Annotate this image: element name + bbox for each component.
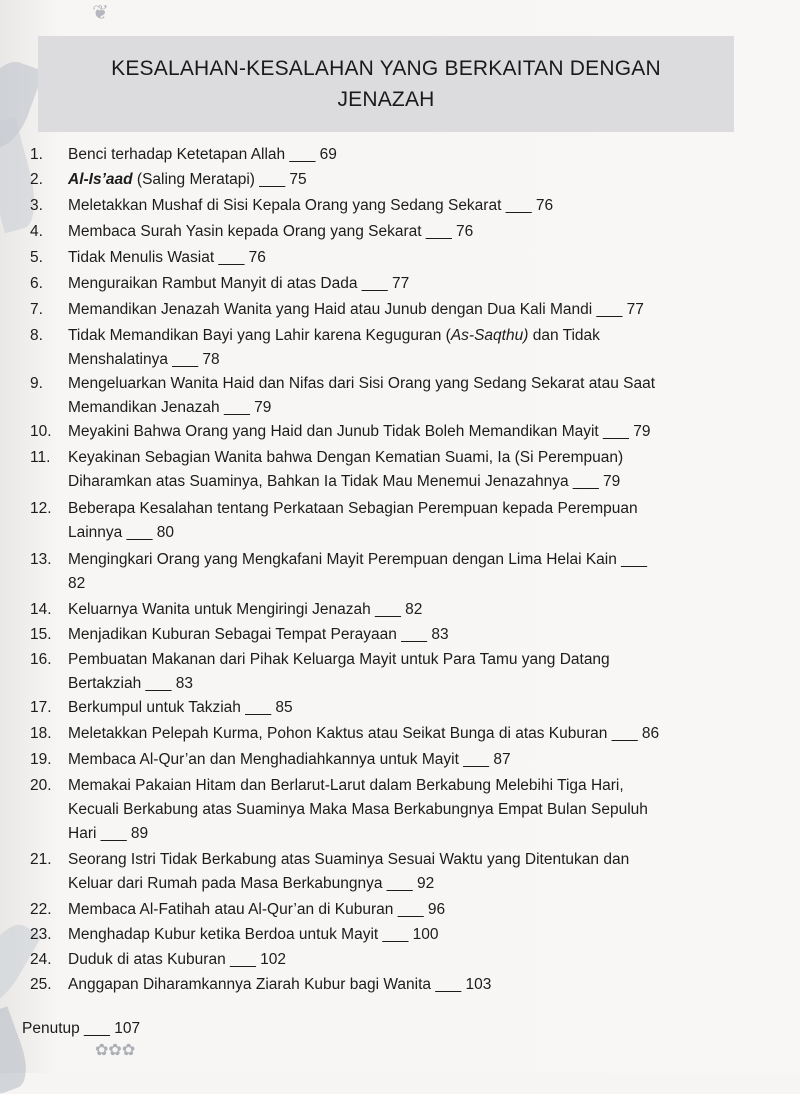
- toc-entry-text: Anggapan Diharamkannya Ziarah Kubur bagi Wanita ___ 103: [68, 976, 492, 993]
- toc-entry-number: 3.: [30, 197, 43, 214]
- toc-entry-text: Menguraikan Rambut Manyit di atas Dada ___ 77: [68, 275, 410, 292]
- toc-entry-number: 8.: [30, 327, 43, 344]
- toc-entry-number: 6.: [30, 275, 43, 292]
- toc-entry-title: [68, 696, 758, 720]
- toc-entry: [30, 497, 750, 545]
- toc-entry-continuation: 82: [68, 575, 86, 592]
- toc-entry: [30, 973, 750, 997]
- toc-entry: [30, 324, 750, 372]
- toc-entry-title: [68, 848, 758, 896]
- toc-entry-title: [68, 774, 758, 846]
- toc-entry-text: Membaca Surah Yasin kepada Orang yang Sekarat ___ 76: [68, 223, 474, 240]
- toc-entry-title: [68, 722, 758, 746]
- toc-entry: [30, 246, 750, 270]
- toc-entry-continuation: Lainnya ___ 80: [68, 524, 175, 541]
- toc-entry: [30, 923, 750, 947]
- toc-entry-number: 10.: [30, 423, 52, 440]
- toc-entry-title: [68, 143, 758, 167]
- toc-entry-continuation: Diharamkan atas Suaminya, Bahkan Ia Tidak Mau Menemui Jenazahnya ___ 79: [68, 473, 621, 490]
- toc-entry-text: Beberapa Kesalahan tentang Perkataan Sebagian Perempuan kepada Perempuan: [68, 500, 638, 517]
- toc-entry-continuation: Hari ___ 89: [68, 825, 149, 842]
- toc-entry-title: [68, 973, 758, 997]
- toc-entry: [30, 220, 750, 244]
- chapter-title-line-1: KESALAHAN-KESALAHAN YANG BERKAITAN DENGAN: [111, 57, 661, 80]
- toc-entry-continuation: Keluar dari Rumah pada Masa Berkabungnya ___ 92: [68, 875, 435, 892]
- toc-entry: [30, 748, 750, 772]
- toc-entry-title: [68, 420, 758, 444]
- toc-entry-text: Menghadap Kubur ketika Berdoa untuk Mayit ___ 100: [68, 926, 439, 943]
- toc-entry-number: 25.: [30, 976, 52, 993]
- toc-entry: [30, 848, 750, 896]
- toc-entry-number: 4.: [30, 223, 43, 240]
- toc-entry-title: [68, 948, 758, 972]
- toc-entry: [30, 272, 750, 296]
- toc-entry-number: 14.: [30, 601, 52, 618]
- toc-entry-text: Memandikan Jenazah Wanita yang Haid atau Junub dengan Dua Kali Mandi ___ 77: [68, 301, 644, 318]
- toc-entry-text: Tidak Menulis Wasiat ___ 76: [68, 249, 266, 266]
- toc-entry-number: 19.: [30, 751, 52, 768]
- toc-entry: [30, 548, 750, 596]
- toc-entry-text: dan Tidak: [528, 327, 600, 344]
- toc-entry-number: 20.: [30, 777, 52, 794]
- toc-entry-text: Seorang Istri Tidak Berkabung atas Suaminya Sesuai Waktu yang Ditentukan dan: [68, 851, 630, 868]
- toc-entry-number: 13.: [30, 551, 52, 568]
- toc-entry-title: [68, 298, 758, 322]
- toc-entry: [30, 446, 750, 494]
- toc-entry-number: 9.: [30, 375, 43, 392]
- toc-entry: [30, 598, 750, 622]
- toc-entry: [30, 623, 750, 647]
- toc-entry-number: 5.: [30, 249, 43, 266]
- chapter-title-line-2: JENAZAH: [337, 88, 435, 111]
- toc-entry: [30, 948, 750, 972]
- toc-entry-continuation: Kecuali Berkabung atas Suaminya Maka Masa Berkabungnya Empat Bulan Sepuluh: [68, 801, 648, 818]
- toc-entry-number: 23.: [30, 926, 52, 943]
- toc-entry-title: [68, 548, 758, 596]
- toc-entry-title: [68, 898, 758, 922]
- toc-entry-text: Benci terhadap Ketetapan Allah ___ 69: [68, 146, 337, 163]
- toc-entry-text: Berkumpul untuk Takziah ___ 85: [68, 699, 293, 716]
- toc-entry-title: [68, 648, 758, 696]
- toc-entry: [30, 898, 750, 922]
- toc-entry-number: 21.: [30, 851, 52, 868]
- toc-entry-title: [68, 923, 758, 947]
- toc-entry-title: [68, 324, 758, 372]
- toc-entry-title: [68, 748, 758, 772]
- toc-entry-title: [68, 168, 758, 192]
- toc-entry-continuation: Bertakziah ___ 83: [68, 675, 193, 692]
- toc-entry: [30, 168, 750, 192]
- toc-entry: [30, 143, 750, 167]
- toc-entry: [30, 194, 750, 218]
- toc-entry-number: 24.: [30, 951, 52, 968]
- toc-entry-title: [68, 220, 758, 244]
- toc-entry: [30, 648, 750, 696]
- toc-entry-number: 12.: [30, 500, 52, 517]
- toc-entry-title: [68, 272, 758, 296]
- toc-entry: [30, 774, 750, 846]
- toc-entry-text: Keluarnya Wanita untuk Mengiringi Jenazah ___ 82: [68, 601, 423, 618]
- toc-entry-title: [68, 194, 758, 218]
- toc-entry-text: Menjadikan Kuburan Sebagai Tempat Perayaan ___ 83: [68, 626, 449, 643]
- toc-entry-text: (Saling Meratapi) ___ 75: [132, 171, 307, 188]
- toc-entry: [30, 298, 750, 322]
- toc-entry-number: 18.: [30, 725, 52, 742]
- floral-sprig-icon: ❦: [92, 0, 109, 24]
- toc-entry: [30, 420, 750, 444]
- toc-entry-text: Membaca Al-Qur’an dan Menghadiahkannya untuk Mayit ___ 87: [68, 751, 511, 768]
- toc-entry-text: Duduk di atas Kuburan ___ 102: [68, 951, 287, 968]
- toc-entry-number: 1.: [30, 146, 43, 163]
- toc-entry-title: [68, 446, 758, 494]
- toc-entry-number: 15.: [30, 626, 52, 643]
- toc-entry-text: Membaca Al-Fatihah atau Al-Qur’an di Kuburan ___ 96: [68, 901, 446, 918]
- toc-entry-continuation: Menshalatinya ___ 78: [68, 351, 220, 368]
- toc-entry-number: 17.: [30, 699, 52, 716]
- toc-entry-number: 22.: [30, 901, 52, 918]
- toc-entry-number: 16.: [30, 651, 52, 668]
- toc-entry-continuation: Memandikan Jenazah ___ 79: [68, 399, 272, 416]
- toc-entry-text: Meletakkan Mushaf di Sisi Kepala Orang yang Sedang Sekarat ___ 76: [68, 197, 554, 214]
- toc-entry-title: [68, 623, 758, 647]
- floral-sprig-icon: ✿✿✿: [95, 1040, 136, 1059]
- toc-entry-text: Pembuatan Makanan dari Pihak Keluarga Mayit untuk Para Tamu yang Datang: [68, 651, 610, 668]
- toc-entry-text: Meyakini Bahwa Orang yang Haid dan Junub Tidak Boleh Memandikan Mayit ___ 79: [68, 423, 651, 440]
- toc-entry-number: 7.: [30, 301, 43, 318]
- toc-entry-title: [68, 497, 758, 545]
- toc-entry: [30, 372, 750, 420]
- toc-entry-text: Meletakkan Pelepah Kurma, Pohon Kaktus atau Seikat Bunga di atas Kuburan ___ 86: [68, 725, 660, 742]
- toc-entry-number: 11.: [30, 449, 51, 466]
- toc-entry-text: Memakai Pakaian Hitam dan Berlarut-Larut dalam Berkabung Melebihi Tiga Hari,: [68, 777, 624, 794]
- toc-entry-text: Tidak Memandikan Bayi yang Lahir karena Keguguran (: [68, 327, 451, 344]
- toc-entry-title: [68, 246, 758, 270]
- toc-entry-text: Mengeluarkan Wanita Haid dan Nifas dari Sisi Orang yang Sedang Sekarat atau Saat: [68, 375, 656, 392]
- toc-entry-text: Mengingkari Orang yang Mengkafani Mayit Perempuan dengan Lima Helai Kain ___: [68, 551, 648, 568]
- toc-entry-title: [68, 598, 758, 622]
- toc-closing-entry: Penutup ___ 107: [22, 1020, 141, 1037]
- toc-entry: [30, 722, 750, 746]
- toc-entry-title: [68, 372, 758, 420]
- toc-entry-text: Al-Is’aad: [68, 171, 133, 188]
- toc-entry: [30, 696, 750, 720]
- toc-entry-text: Keyakinan Sebagian Wanita bahwa Dengan Kematian Suami, Ia (Si Perempuan): [68, 449, 624, 466]
- toc-entry-text: As-Saqthu): [450, 327, 529, 344]
- toc-entry-number: 2.: [30, 171, 43, 188]
